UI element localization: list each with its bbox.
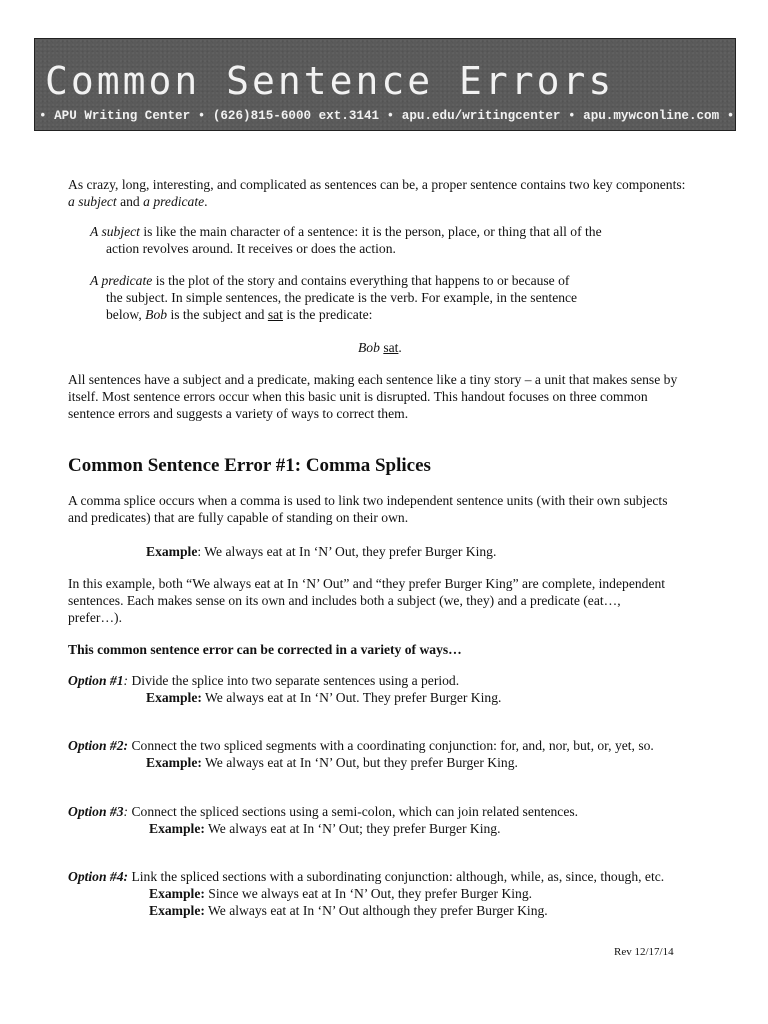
option-3-line	[68, 803, 728, 820]
option-4-example-2-label: Example:	[149, 903, 205, 918]
intro-and: and	[116, 194, 144, 209]
predicate-def-text-3a: below,	[106, 307, 146, 322]
intro-paragraph	[68, 176, 728, 210]
predicate-def-text-3c: is the predicate:	[282, 307, 373, 322]
option-4-example-1-text: Since we always eat at In ‘N’ Out, they prefer Burger King.	[204, 886, 533, 901]
option-3-label: Option #3	[68, 804, 124, 819]
option-2-line	[68, 737, 738, 754]
subject-def-text-1: is like the main character of a sentence: it is the person, place, or thing that all of the	[139, 224, 602, 239]
option-4-example-2-text: We always eat at In ‘N’ Out although they prefer Burger King.	[204, 903, 548, 918]
subject-def-term: A subject	[90, 224, 140, 239]
option-2	[68, 737, 738, 771]
explanation-line-2: sentences. Each makes sense on its own and includes both a subject (we, they) and a predicate (eat…,	[68, 593, 621, 608]
correction-intro: This common sentence error can be corrected in a variety of ways…	[68, 642, 462, 657]
option-3-text: Connect the spliced sections using a semi-colon, which can join related sentences.	[131, 804, 579, 819]
predicate-def-text-2: the subject. In simple sentences, the predicate is the verb. For example, in the sentence	[106, 290, 578, 305]
subject-definition	[90, 223, 710, 257]
predicate-line-3	[90, 306, 710, 323]
option-3	[68, 803, 728, 837]
option-4	[68, 868, 738, 919]
bob-example	[358, 339, 402, 356]
option-4-line	[68, 868, 738, 885]
intro-line-2	[68, 193, 728, 210]
option-1-example-label: Example:	[146, 690, 202, 705]
predicate-def-text-1: is the plot of the story and contains everything that happens to or because of	[152, 273, 570, 288]
predicate-def-term: A predicate	[90, 273, 153, 288]
description-line-1: A comma splice occurs when a comma is used to link two independent sentence units (with their own subjects	[68, 493, 668, 508]
page-title: Common Sentence Errors	[45, 59, 615, 103]
option-4-example-2	[68, 902, 738, 919]
option-2-example	[68, 754, 738, 771]
option-1-sep: :	[123, 673, 132, 688]
option-1-line	[68, 672, 728, 689]
predicate-definition	[90, 272, 710, 323]
option-2-example-text: We always eat at In ‘N’ Out, but they prefer Burger King.	[201, 755, 518, 770]
option-1-example	[68, 689, 728, 706]
option-4-label: Option #4:	[68, 869, 129, 884]
predicate-def-text-3b: is the subject and	[167, 307, 268, 322]
sat-term: sat	[267, 307, 283, 322]
intro-line-1: As crazy, long, interesting, and complicated as sentences can be, a proper sentence contains two key components:	[68, 177, 686, 192]
option-1-label: Option #1	[68, 673, 124, 688]
description-line-2: and predicates) that are fully capable of standing on their own.	[68, 510, 409, 525]
subject-term: a subject	[68, 194, 117, 209]
overview-paragraph	[68, 371, 728, 422]
bob-term: Bob	[145, 307, 168, 322]
option-3-example	[68, 820, 728, 837]
bob-example-predicate: sat	[383, 340, 399, 355]
revision-date: Rev 12/17/14	[614, 946, 674, 958]
option-1-text: Divide the splice into two separate sentences using a period.	[131, 673, 460, 688]
option-3-sep: :	[123, 804, 132, 819]
overview-line-3: sentence errors and suggests a variety of ways to correct them.	[68, 406, 409, 421]
option-4-example-1	[68, 885, 738, 902]
example-text: : We always eat at In ‘N’ Out, they prefer Burger King.	[197, 544, 497, 559]
comma-splice-example	[146, 543, 496, 560]
overview-line-2: itself. Most sentence errors occur when this basic unit is disrupted. This handout focuses on three common	[68, 389, 648, 404]
option-2-label: Option #2:	[68, 738, 129, 753]
explanation-line-3: prefer…).	[68, 610, 122, 625]
intro-period: .	[204, 194, 208, 209]
bob-example-period: .	[398, 340, 402, 355]
subject-def-text-2: action revolves around. It receives or does the action.	[106, 241, 396, 256]
subject-line-1	[90, 223, 710, 240]
option-2-text: Connect the two spliced segments with a coordinating conjunction: for, and, nor, but, or, yet, so.	[131, 738, 654, 753]
predicate-line-1	[90, 272, 710, 289]
option-4-text: Link the spliced sections with a subordinating conjunction: although, while, as, since, though, etc.	[131, 869, 665, 884]
section-heading: Common Sentence Error #1: Comma Splices	[68, 455, 431, 476]
explanation-paragraph	[68, 575, 728, 626]
option-3-example-label: Example:	[149, 821, 205, 836]
option-1	[68, 672, 728, 706]
example-label: Example	[146, 544, 198, 559]
option-1-example-text: We always eat at In ‘N’ Out. They prefer Burger King.	[201, 690, 502, 705]
predicate-term: a predicate	[143, 194, 205, 209]
bob-example-subject: Bob	[358, 340, 380, 355]
explanation-line-1: In this example, both “We always eat at In ‘N’ Out” and “they prefer Burger King” are complete, independent	[68, 576, 666, 591]
title-banner	[34, 38, 736, 131]
option-3-example-text: We always eat at In ‘N’ Out; they prefer Burger King.	[204, 821, 501, 836]
option-4-example-1-label: Example:	[149, 886, 205, 901]
option-2-example-label: Example:	[146, 755, 202, 770]
contact-line: • APU Writing Center • (626)815-6000 ext.3141 • apu.edu/writingcenter • apu.mywconline.com •	[39, 109, 735, 123]
comma-splice-description	[68, 492, 728, 526]
overview-line-1: All sentences have a subject and a predicate, making each sentence like a tiny story – a unit that makes sense by	[68, 372, 678, 387]
